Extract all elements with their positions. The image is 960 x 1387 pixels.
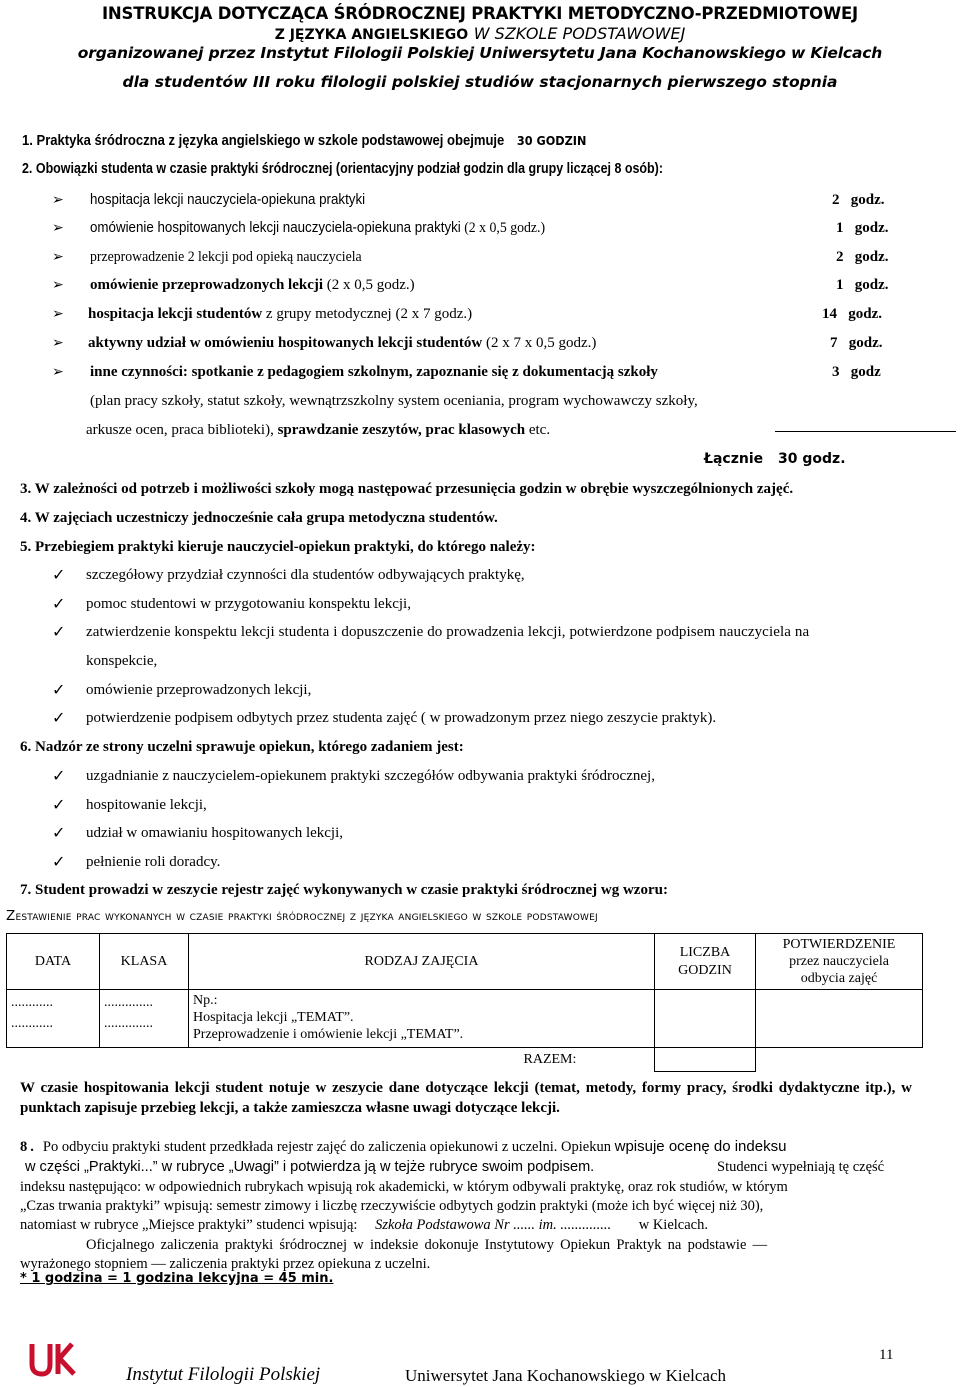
col-rodzaj-header: RODZAJ ZAJĘCIA	[189, 934, 655, 990]
tutor-duty-4: omówienie przeprowadzonych lekcji,	[86, 682, 312, 698]
supervisor-task-1: uzgadnianie z nauczycielem-opiekunem praktyki szczegółów odbywania praktyki śródrocznej,	[86, 768, 655, 784]
duty-item-5-extra: z grupy metodycznej (2 x 7 godz.)	[262, 306, 473, 322]
arrow-icon: ➢	[52, 220, 64, 236]
duty-item-1	[90, 192, 365, 208]
header-line-2b: W SZKOLE PODSTAWOWEJ	[473, 24, 686, 43]
example-np: Np.:	[193, 993, 218, 1008]
duty-item-3	[90, 249, 362, 266]
duty-item-6-hours: 7 godz.	[830, 335, 883, 351]
section-2-title: 2. Obowiązki studenta w czasie praktyki śródrocznej (orientacyjny podział godzin dla grupy liczącej 8 osób):	[22, 161, 663, 177]
duty-item-4	[90, 277, 415, 294]
section-8-line-3: indeksu następująco: w odpowiednich rubrykach wpisują rok akademicki, w którym odbywali praktykę, oraz rok studiów, w którym	[20, 1179, 788, 1195]
tutor-duty-3-cont: konspekcie,	[86, 653, 158, 669]
total-value: 30 godz.	[778, 451, 846, 467]
duty-item-2	[90, 220, 545, 237]
klasa-dots-2: ..............	[104, 1016, 153, 1031]
section-8-p5c: w Kielcach.	[638, 1217, 708, 1233]
checkmark-icon: ✓	[52, 823, 66, 842]
razem-empty	[756, 1048, 923, 1072]
footer-institute: Instytut Filologii Polskiej	[126, 1364, 321, 1385]
example-hosp: Hospitacja lekcji „TEMAT”.	[193, 1010, 354, 1025]
ujk-logo-icon	[28, 1340, 78, 1380]
section-8-p2: w części „Praktyki...” w rubryce „Uwagi” i potwierdza ją w tejże rubryce swoim podpisem.	[25, 1158, 595, 1175]
section-3: 3. W zależności od potrzeb i możliwości szkoły mogą następować przesunięcia godzin w obrębie wyszczególnionych zajęć.	[20, 481, 794, 497]
data-dots-1: ............	[11, 995, 53, 1010]
duty-item-7-hours: 3 godz	[832, 364, 881, 380]
checkmark-icon: ✓	[52, 708, 66, 727]
razem-value	[655, 1048, 756, 1072]
potw-line-2: przez nauczyciela	[789, 954, 889, 969]
arrow-icon: ➢	[52, 277, 64, 293]
supervisor-task-3: udział w omawianiu hospitowanych lekcji,	[86, 825, 344, 841]
checkmark-icon: ✓	[52, 852, 66, 871]
duty-extra-line-2a: arkusze ocen, praca biblioteki),	[86, 422, 278, 438]
tutor-duty-3: zatwierdzenie konspektu lekcji studenta i dopuszczenie do prowadzenia lekcji, potwierdzone podpisem nauczyciela na	[86, 624, 810, 640]
supervisor-task-4: pełnienie roli doradcy.	[86, 854, 221, 870]
potw-line-3: odbycia zajęć	[800, 971, 878, 986]
duty-item-7-text: inne czynności: spotkanie z pedagogiem szkolnym, zapoznanie się z dokumentacją szkoły	[90, 364, 658, 380]
duty-item-7	[90, 364, 658, 381]
checkmark-icon: ✓	[52, 766, 66, 785]
potw-cell	[756, 990, 923, 1048]
footer-university: Uniwersytet Jana Kochanowskiego w Kielcach	[405, 1366, 727, 1385]
total	[704, 451, 846, 467]
duty-extra-line-2b: sprawdzanie zeszytów, prac klasowych	[277, 422, 526, 438]
section-5-title-text: 5. Przebiegiem praktyki kieruje nauczyciel-opiekun praktyki, do którego należy:	[20, 539, 536, 555]
duty-item-2-text: omówienie hospitowanych lekcji nauczyciela-opiekuna praktyki	[90, 220, 461, 236]
duty-item-1-text: hospitacja lekcji nauczyciela-opiekuna praktyki	[90, 192, 366, 208]
section-8-line-6: Oficjalnego zaliczenia praktyki śródrocznej w indeksie dokonuje Instytutowy Opiekun Praktyk na podstawie —	[86, 1237, 768, 1253]
klasa-cell	[100, 990, 189, 1048]
total-rule	[775, 431, 956, 432]
duty-extra-line-2c: etc.	[525, 422, 551, 438]
duty-item-4-text: omówienie przeprowadzonych lekcji	[90, 277, 324, 293]
duty-item-4-hours: 1 godz.	[836, 277, 889, 293]
rodzaj-cell	[189, 990, 655, 1048]
register-example-row	[7, 990, 923, 1048]
section-8-line-1	[20, 1138, 786, 1156]
checkmark-icon: ✓	[52, 594, 66, 613]
header-line-4: dla studentów III roku filologii polskiej studiów stacjonarnych pierwszego stopnia	[122, 73, 838, 91]
checkmark-icon: ✓	[52, 795, 66, 814]
arrow-icon: ➢	[52, 306, 64, 322]
liczba-line-1: LICZBA	[679, 944, 731, 960]
tutor-duty-1: szczegółowy przydział czynności dla studentów odbywających praktykę,	[86, 567, 525, 583]
section-8-line-7: wyrażonego stopniem — zaliczenia praktyki przez opiekuna z uczelni.	[20, 1256, 431, 1272]
register-total-row	[7, 1048, 923, 1072]
tutor-duty-5: potwierdzenie podpisem odbytych przez studenta zajęć ( w prowadzonym przez niego zeszycie praktyk).	[86, 710, 717, 726]
header-line-3: organizowanej przez Instytut Filologii Polskiej Uniwersytetu Jana Kochanowskiego w Kielcach	[77, 44, 883, 62]
section-8-line-5	[20, 1217, 708, 1234]
tutor-duty-2: pomoc studentowi w przygotowaniu konspektu lekcji,	[86, 596, 411, 612]
col-data-header: DATA	[7, 934, 100, 990]
duty-item-2-hours: 1 godz.	[836, 220, 889, 236]
duty-item-6	[88, 335, 596, 352]
section-8-p5a: natomiast w rubryce „Miejsce praktyki” studenci wpisują:	[20, 1217, 358, 1233]
header-line-2a: Z JĘZYKA ANGIELSKIEGO	[274, 27, 469, 43]
section-5-title	[20, 539, 536, 556]
section-1-hours: 30 GODZIN	[516, 133, 587, 148]
checkmark-icon: ✓	[52, 680, 66, 699]
header-line-1: INSTRUKCJA DOTYCZĄCA ŚRÓDROCZNEJ PRAKTYKI METODYCZNO-PRZEDMIOTOWEJ	[101, 4, 858, 23]
duty-item-2-extra: (2 x 0,5 godz.)	[460, 220, 546, 236]
register-header-row	[7, 934, 923, 990]
razem-spacer	[7, 1048, 189, 1072]
liczba-cell	[655, 990, 756, 1048]
section-8-p5b: Szkoła Podstawowa Nr ...... im. ..............	[375, 1217, 612, 1233]
klasa-dots-1: ..............	[104, 995, 153, 1010]
duty-item-6-extra: (2 x 7 x 0,5 godz.)	[482, 335, 597, 351]
section-8-p1b: wpisuje ocenę do indeksu	[614, 1138, 787, 1155]
register-table-title: Zestawienie prac wykonanych w czasie praktyki śródrocznej z języka angielskiego w szkole podstawowej	[6, 908, 598, 924]
arrow-icon: ➢	[52, 335, 64, 351]
arrow-icon: ➢	[52, 364, 64, 380]
liczba-line-2: GODZIN	[678, 962, 732, 978]
checkmark-icon: ✓	[52, 622, 66, 641]
section-8-line-2	[25, 1158, 612, 1176]
checkmark-icon: ✓	[52, 565, 66, 584]
duty-item-6-text: aktywny udział w omówieniu hospitowanych lekcji studentów	[88, 335, 483, 351]
duty-item-5	[88, 306, 472, 323]
col-liczba-header	[655, 934, 756, 990]
footer-logo	[28, 1340, 78, 1380]
header-line-2	[0, 24, 960, 43]
hospitation-note: W czasie hospitowania lekcji student notuje w zeszycie dane dotyczące lekcji (temat, metody, formy pracy, środki dydaktyczne itp.), w punktach zapisuje przebieg lekcji, a także zamieszcza własne uwagi dotyczące lekcji.	[20, 1080, 912, 1116]
duty-item-3-hours: 2 godz.	[836, 249, 889, 265]
duty-item-5-hours: 14 godz.	[822, 306, 882, 322]
duty-item-5-text: hospitacja lekcji studentów	[88, 306, 263, 322]
duty-item-3-text: przeprowadzenie 2 lekcji pod opieką nauczyciela	[90, 249, 362, 265]
potw-line-1: POTWIERDZENIE	[782, 937, 896, 952]
data-dots-2: ............	[11, 1016, 53, 1031]
col-potw-header	[756, 934, 923, 990]
register-table	[6, 933, 923, 1072]
data-cell	[7, 990, 100, 1048]
duty-item-4-extra: (2 x 0,5 godz.)	[323, 277, 415, 293]
total-label: Łącznie	[704, 451, 764, 467]
section-4: 4. W zajęciach uczestniczy jednocześnie cała grupa metodyczna studentów.	[20, 510, 498, 526]
section-1	[22, 133, 586, 149]
duty-item-1-hours: 2 godz.	[832, 192, 885, 208]
example-prow: Przeprowadzenie i omówienie lekcji „TEMAT”.	[193, 1027, 464, 1042]
razem-label: RAZEM:	[523, 1051, 577, 1067]
section-8-line-4: „Czas trwania praktyki” wpisują: semestr zimowy i liczbę rzeczywiście odbytych godzin praktyki (może ich być więcej niż 30),	[20, 1198, 764, 1214]
section-8-num: 8.	[20, 1139, 37, 1155]
page-number: 11	[879, 1347, 894, 1363]
section-8-p2b: Studenci wypełniają tę część	[717, 1159, 885, 1175]
col-klasa-header: KLASA	[100, 934, 189, 990]
section-8-p1: Po odbyciu praktyki student przedkłada rejestr zajęć do zaliczenia opiekunowi z uczelni. Opiekun	[42, 1139, 611, 1155]
section-6-title: 6. Nadzór ze strony uczelni sprawuje opiekun, którego zadaniem jest:	[20, 739, 464, 755]
section-7-title: 7. Student prowadzi w zeszycie rejestr zajęć wykonywanych w czasie praktyki śródrocznej wg wzoru:	[20, 882, 668, 898]
arrow-icon: ➢	[52, 192, 64, 208]
duty-extra-line-1: (plan pracy szkoły, statut szkoły, wewnątrzszkolny system oceniania, program wychowawczy szkoły,	[90, 393, 698, 409]
duty-extra-line-2	[86, 422, 550, 439]
supervisor-task-2: hospitowanie lekcji,	[86, 797, 207, 813]
section-1-text: 1. Praktyka śródroczna z języka angielskiego w szkole podstawowej obejmuje	[22, 133, 505, 149]
footnote: * 1 godzina = 1 godzina lekcyjna = 45 min.	[20, 1271, 334, 1286]
arrow-icon: ➢	[52, 249, 64, 265]
